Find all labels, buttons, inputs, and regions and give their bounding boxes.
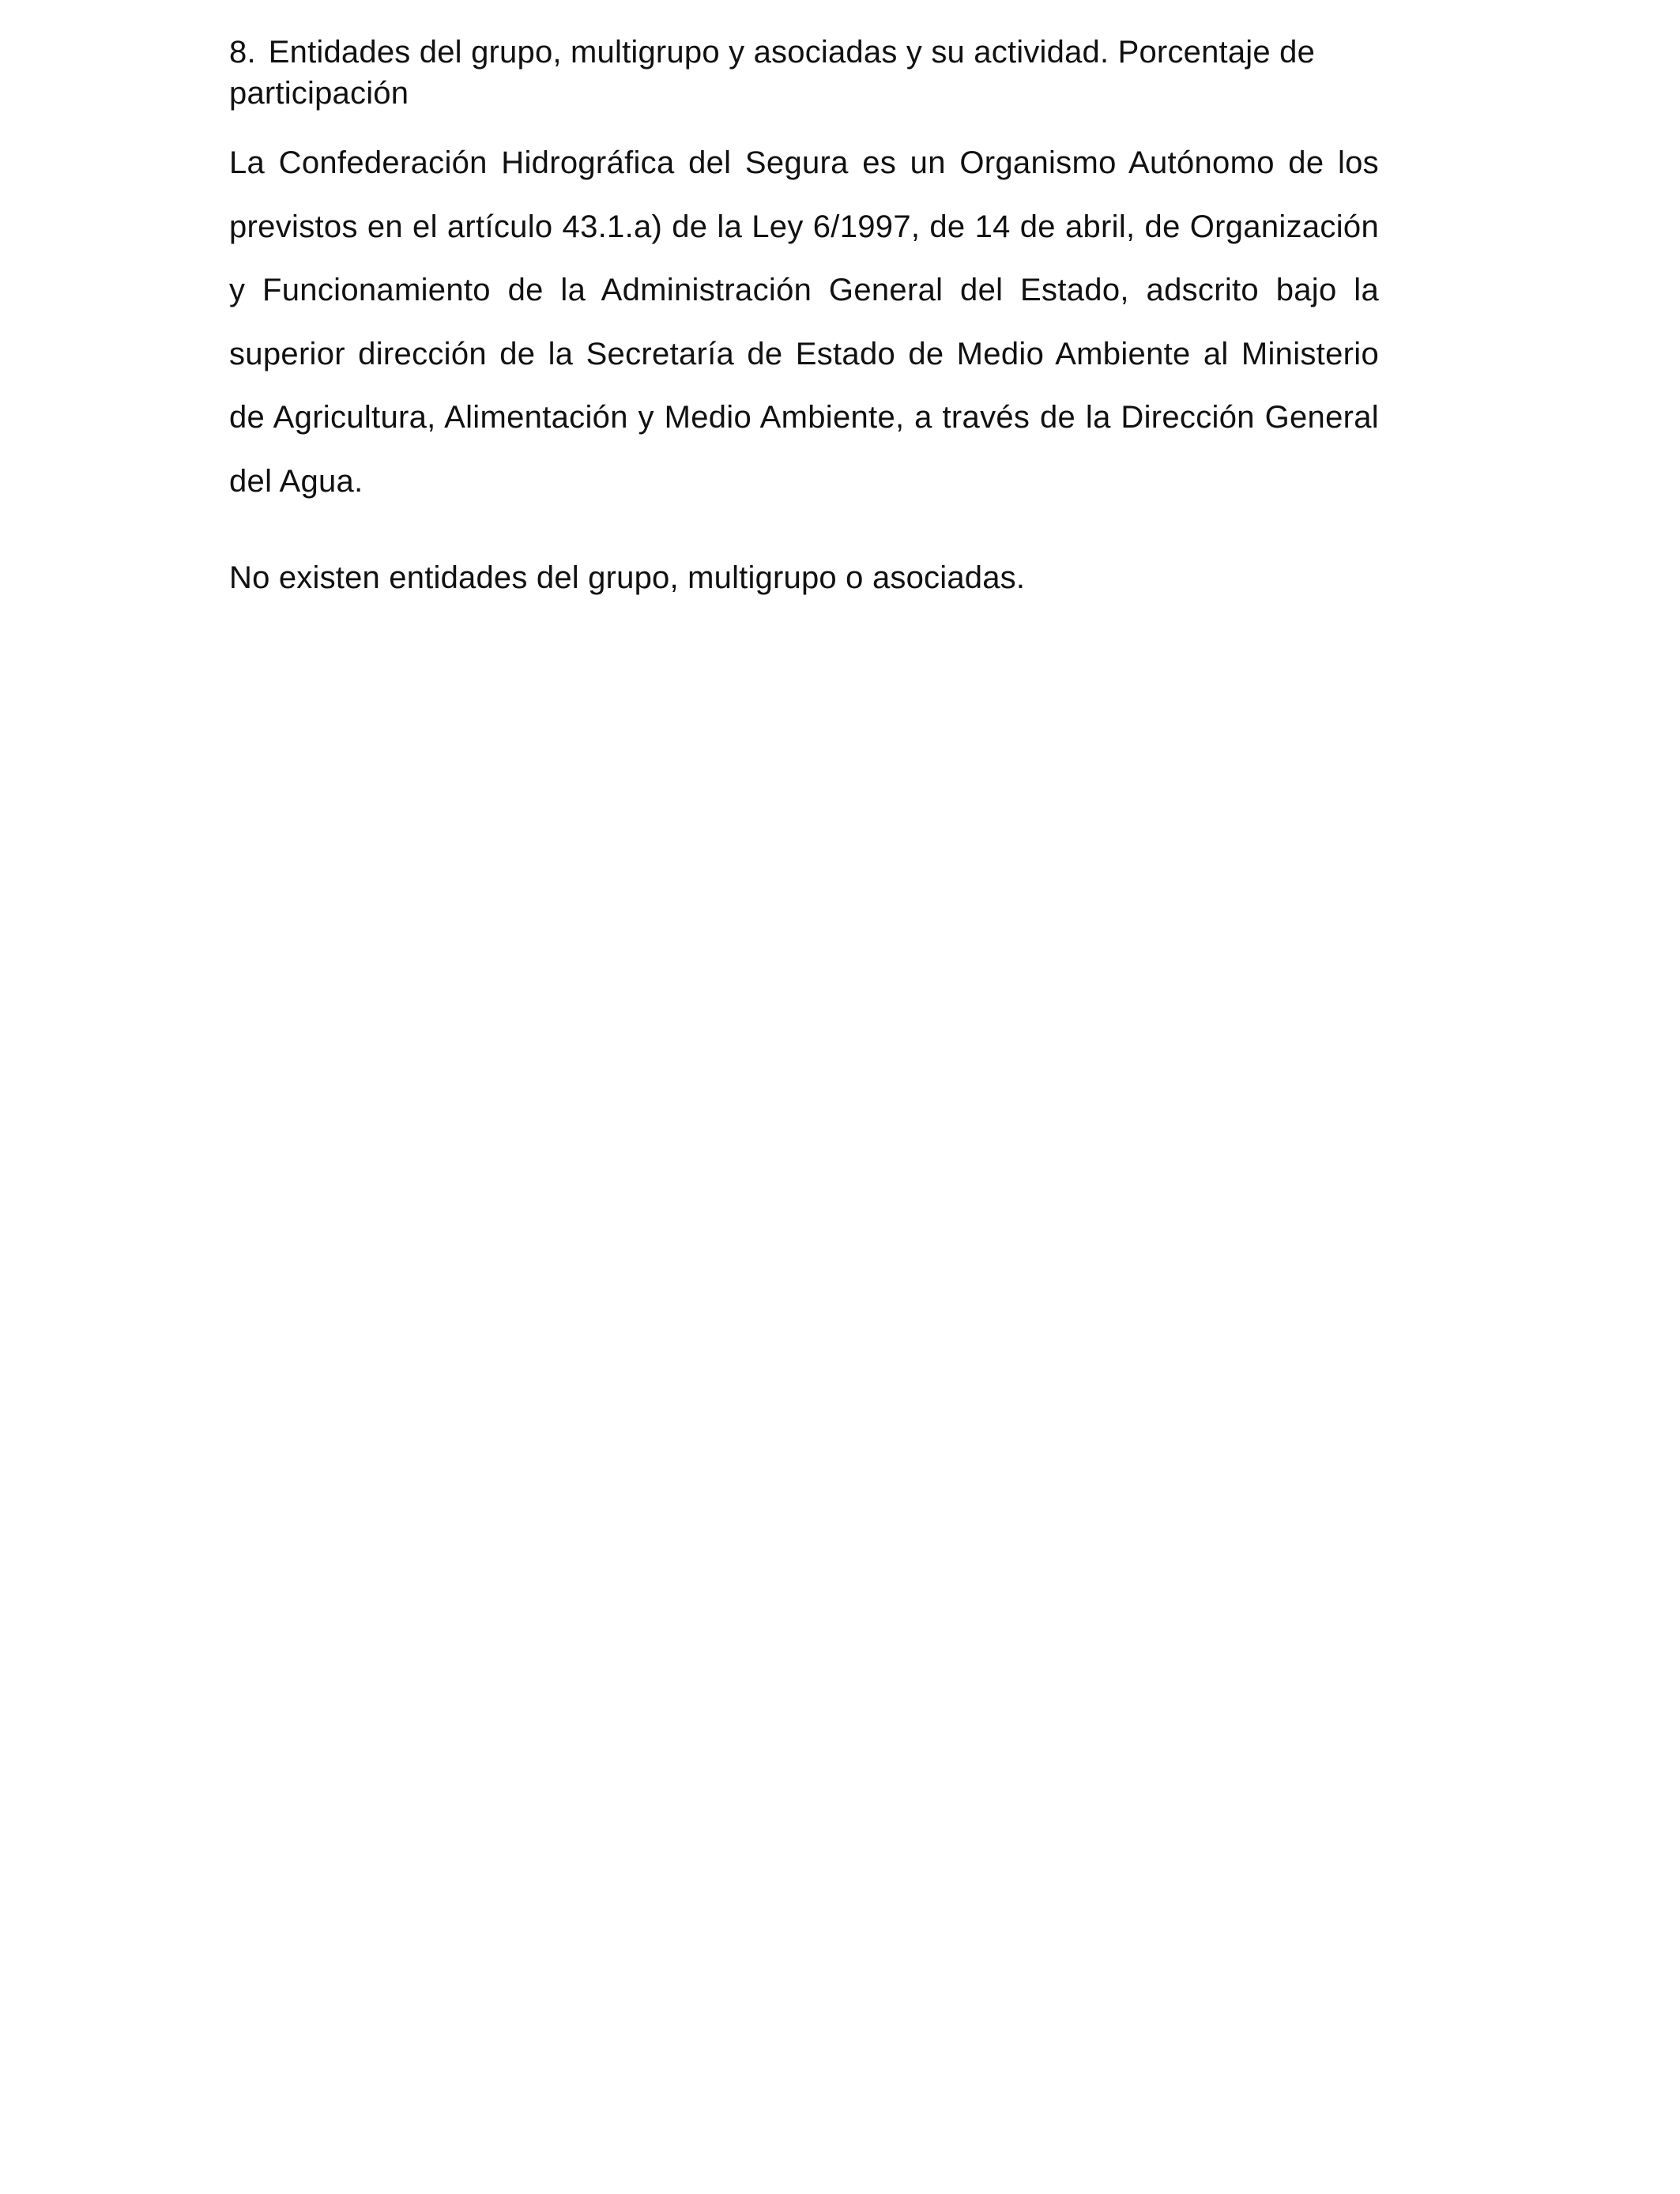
section-title: Entidades del grupo, multigrupo y asociadas y su actividad. Porcentaje de participación	[229, 35, 1316, 111]
body-paragraph-note: No existen entidades del grupo, multigrupo o asociadas.	[229, 560, 1026, 595]
body-paragraph: La Confederación Hidrográfica del Segura es un Organismo Autónomo de los previstos en el artículo 43.1.a) de la Ley 6/1997, de 14 de abril, de Organización y Funcionamiento de la Administración General del Estado, adscrito bajo la superior dirección de la Secretaría de Estado de Medio Ambiente al Ministerio de Agricultura, Alimentación y Medio Ambiente, a través de la Dirección General del Agua.	[229, 145, 1379, 499]
section-number: 8.	[229, 35, 256, 70]
section-heading	[229, 32, 1379, 114]
page-content	[229, 32, 1379, 598]
